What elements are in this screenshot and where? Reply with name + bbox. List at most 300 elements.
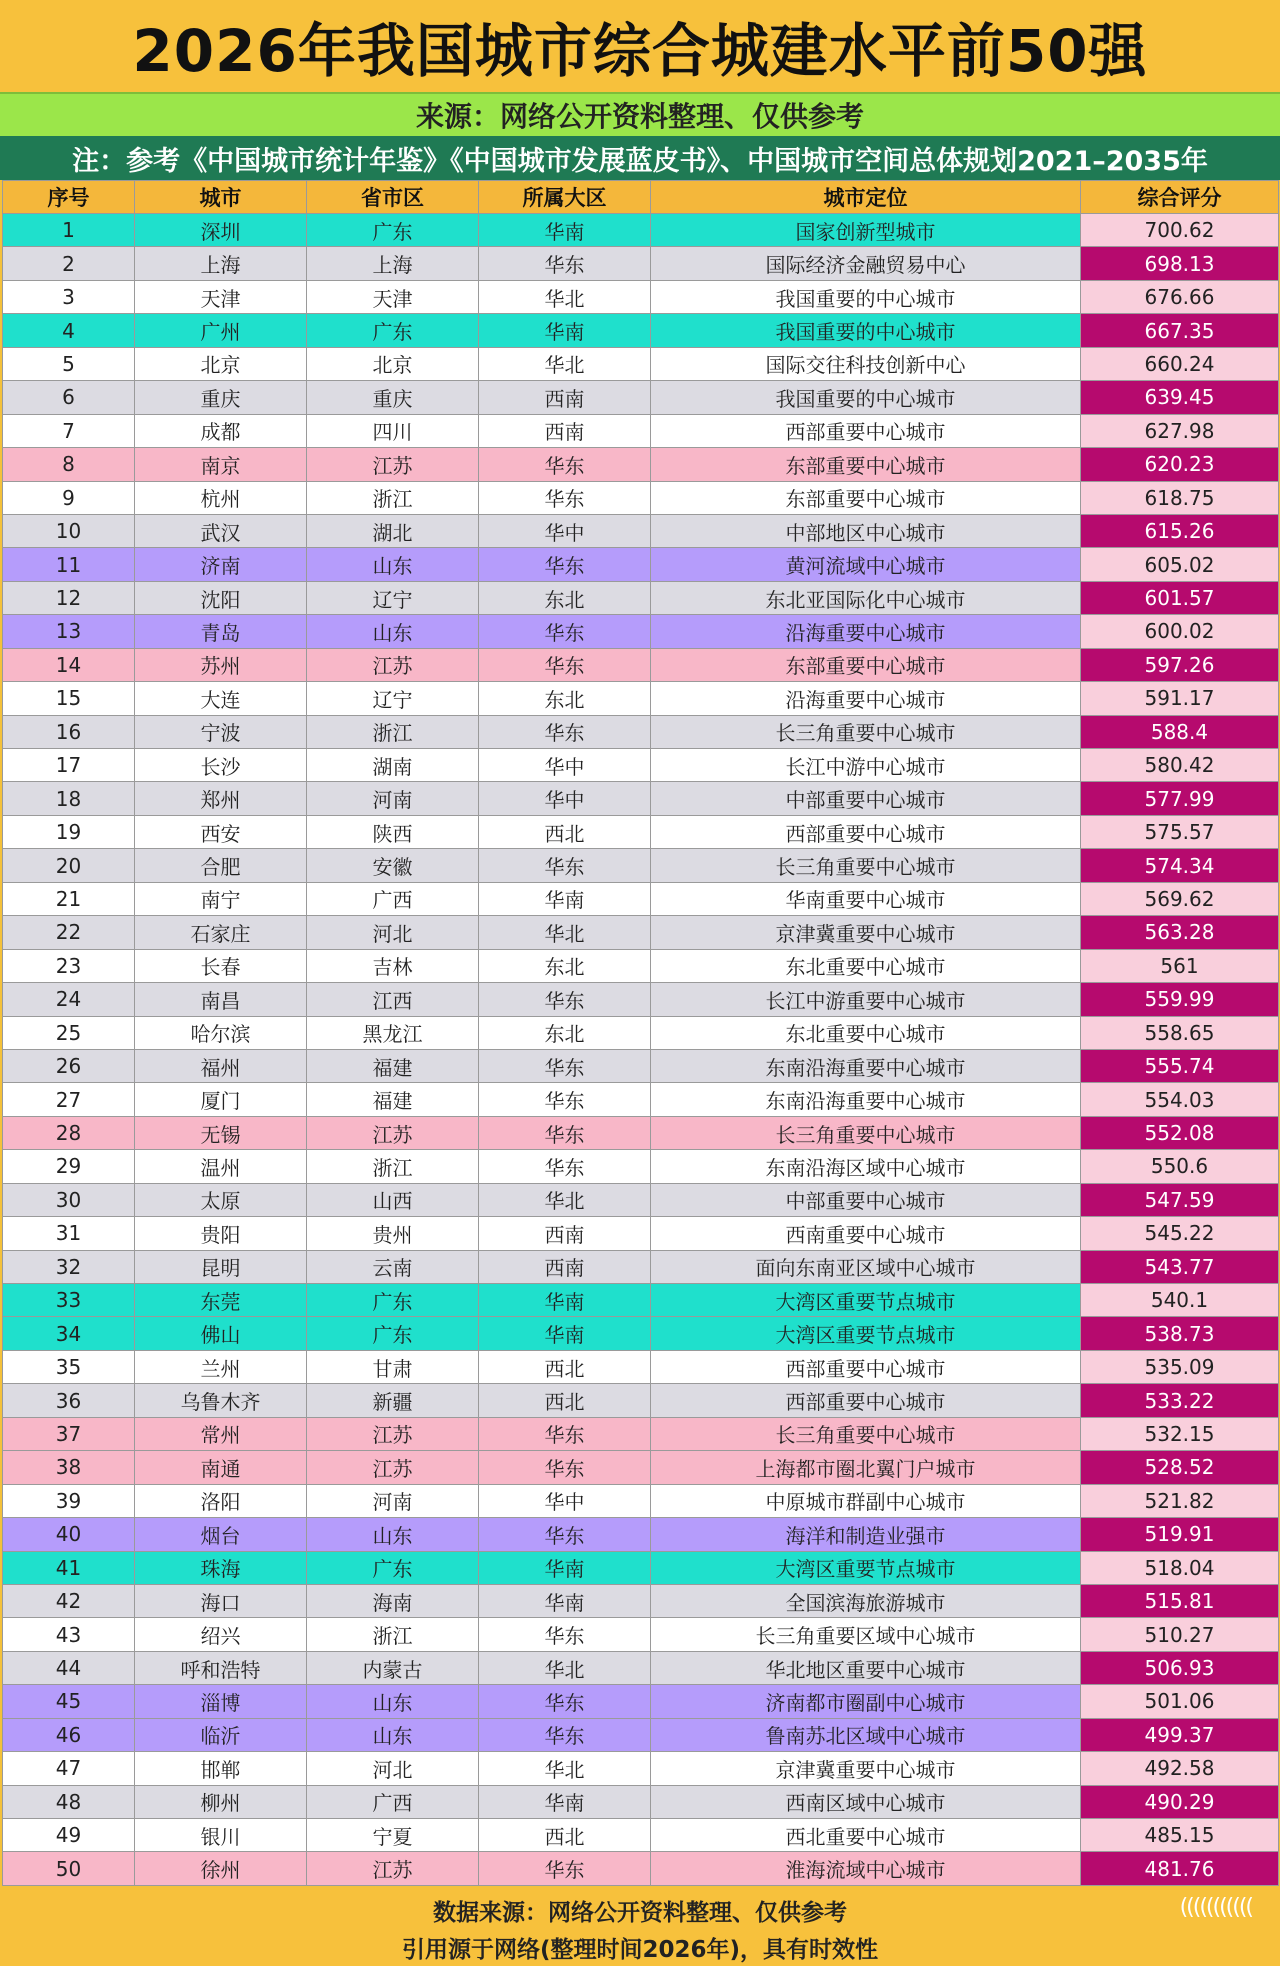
city-cell: 广州 — [135, 314, 307, 347]
province-cell: 浙江 — [307, 1150, 479, 1183]
city-cell: 银川 — [135, 1819, 307, 1852]
rank-cell: 21 — [3, 882, 135, 915]
score-cell: 605.02 — [1081, 548, 1279, 581]
province-cell: 江苏 — [307, 1451, 479, 1484]
position-cell: 济南都市圈副中心城市 — [651, 1685, 1081, 1718]
region-cell: 华东 — [479, 1718, 651, 1751]
header-province: 省市区 — [307, 181, 479, 214]
position-cell: 西部重要中心城市 — [651, 1350, 1081, 1383]
score-cell: 561 — [1081, 949, 1279, 982]
region-cell: 华东 — [479, 448, 651, 481]
city-cell: 南宁 — [135, 882, 307, 915]
city-cell: 邯郸 — [135, 1752, 307, 1785]
table-row — [3, 949, 1279, 982]
city-cell: 烟台 — [135, 1518, 307, 1551]
score-cell: 518.04 — [1081, 1551, 1279, 1584]
city-cell: 南昌 — [135, 983, 307, 1016]
table-row — [3, 1584, 1279, 1617]
rank-cell: 44 — [3, 1651, 135, 1684]
city-cell: 东莞 — [135, 1284, 307, 1317]
table-row — [3, 1618, 1279, 1651]
table-row — [3, 347, 1279, 380]
province-cell: 甘肃 — [307, 1350, 479, 1383]
rank-cell: 16 — [3, 715, 135, 748]
rank-cell: 45 — [3, 1685, 135, 1718]
score-cell: 555.74 — [1081, 1049, 1279, 1082]
score-cell: 676.66 — [1081, 280, 1279, 313]
rank-cell: 14 — [3, 648, 135, 681]
province-cell: 辽宁 — [307, 581, 479, 614]
rank-cell: 39 — [3, 1484, 135, 1517]
rank-cell: 18 — [3, 782, 135, 815]
region-cell: 华南 — [479, 882, 651, 915]
rank-cell: 49 — [3, 1819, 135, 1852]
region-cell: 华东 — [479, 715, 651, 748]
table-row — [3, 648, 1279, 681]
region-cell: 华东 — [479, 1150, 651, 1183]
score-cell: 515.81 — [1081, 1584, 1279, 1617]
region-cell: 华北 — [479, 916, 651, 949]
region-cell: 华北 — [479, 1752, 651, 1785]
position-cell: 海洋和制造业强市 — [651, 1518, 1081, 1551]
score-cell: 501.06 — [1081, 1685, 1279, 1718]
rank-cell: 1 — [3, 214, 135, 247]
province-cell: 江西 — [307, 983, 479, 1016]
region-cell: 华东 — [479, 849, 651, 882]
region-cell: 华中 — [479, 1484, 651, 1517]
region-cell: 西南 — [479, 1250, 651, 1283]
region-cell: 东北 — [479, 1016, 651, 1049]
score-cell: 521.82 — [1081, 1484, 1279, 1517]
region-cell: 华东 — [479, 1852, 651, 1885]
city-cell: 洛阳 — [135, 1484, 307, 1517]
rank-cell: 40 — [3, 1518, 135, 1551]
table-row — [3, 1049, 1279, 1082]
position-cell: 东南沿海重要中心城市 — [651, 1083, 1081, 1116]
table-row — [3, 849, 1279, 882]
region-cell: 西南 — [479, 414, 651, 447]
rank-cell: 30 — [3, 1183, 135, 1216]
region-cell: 西南 — [479, 381, 651, 414]
score-cell: 510.27 — [1081, 1618, 1279, 1651]
province-cell: 江苏 — [307, 1116, 479, 1149]
score-cell: 492.58 — [1081, 1752, 1279, 1785]
table-row — [3, 1785, 1279, 1818]
table-row — [3, 782, 1279, 815]
position-cell: 沿海重要中心城市 — [651, 615, 1081, 648]
position-cell: 东部重要中心城市 — [651, 648, 1081, 681]
table-row — [3, 749, 1279, 782]
region-cell: 华南 — [479, 214, 651, 247]
table-row — [3, 1685, 1279, 1718]
position-cell: 京津冀重要中心城市 — [651, 916, 1081, 949]
table-row — [3, 514, 1279, 547]
province-cell: 新疆 — [307, 1384, 479, 1417]
table-row — [3, 1217, 1279, 1250]
city-cell: 佛山 — [135, 1317, 307, 1350]
province-cell: 江苏 — [307, 1852, 479, 1885]
header-position: 城市定位 — [651, 181, 1081, 214]
province-cell: 山东 — [307, 1718, 479, 1751]
score-cell: 490.29 — [1081, 1785, 1279, 1818]
position-cell: 华北地区重要中心城市 — [651, 1651, 1081, 1684]
table-row — [3, 481, 1279, 514]
position-cell: 东部重要中心城市 — [651, 448, 1081, 481]
rank-cell: 3 — [3, 280, 135, 313]
position-cell: 长三角重要中心城市 — [651, 1116, 1081, 1149]
province-cell: 河南 — [307, 782, 479, 815]
city-cell: 临沂 — [135, 1718, 307, 1751]
rank-cell: 11 — [3, 548, 135, 581]
table-row — [3, 682, 1279, 715]
position-cell: 长三角重要中心城市 — [651, 1417, 1081, 1450]
position-cell: 长三角重要区域中心城市 — [651, 1618, 1081, 1651]
region-cell: 华北 — [479, 1651, 651, 1684]
city-cell: 太原 — [135, 1183, 307, 1216]
province-cell: 吉林 — [307, 949, 479, 982]
position-cell: 中部地区中心城市 — [651, 514, 1081, 547]
score-cell: 550.6 — [1081, 1150, 1279, 1183]
position-cell: 国际经济金融贸易中心 — [651, 247, 1081, 280]
city-cell: 大连 — [135, 682, 307, 715]
city-cell: 成都 — [135, 414, 307, 447]
table-row — [3, 1250, 1279, 1283]
table-row — [3, 414, 1279, 447]
score-cell: 591.17 — [1081, 682, 1279, 715]
province-cell: 广西 — [307, 1785, 479, 1818]
region-cell: 华东 — [479, 1083, 651, 1116]
position-cell: 长江中游中心城市 — [651, 749, 1081, 782]
rank-cell: 10 — [3, 514, 135, 547]
province-cell: 江苏 — [307, 448, 479, 481]
province-cell: 江苏 — [307, 648, 479, 681]
position-cell: 华南重要中心城市 — [651, 882, 1081, 915]
region-cell: 华东 — [479, 247, 651, 280]
province-cell: 天津 — [307, 280, 479, 313]
table-row — [3, 1518, 1279, 1551]
score-cell: 639.45 — [1081, 381, 1279, 414]
city-cell: 长春 — [135, 949, 307, 982]
region-cell: 东北 — [479, 581, 651, 614]
table-row — [3, 314, 1279, 347]
score-cell: 506.93 — [1081, 1651, 1279, 1684]
table-row — [3, 916, 1279, 949]
score-cell: 615.26 — [1081, 514, 1279, 547]
header-city: 城市 — [135, 181, 307, 214]
city-cell: 南通 — [135, 1451, 307, 1484]
table-row — [3, 581, 1279, 614]
rank-cell: 20 — [3, 849, 135, 882]
province-cell: 海南 — [307, 1584, 479, 1617]
city-cell: 哈尔滨 — [135, 1016, 307, 1049]
region-cell: 华南 — [479, 1551, 651, 1584]
province-cell: 黑龙江 — [307, 1016, 479, 1049]
table-row — [3, 1150, 1279, 1183]
score-cell: 618.75 — [1081, 481, 1279, 514]
province-cell: 山西 — [307, 1183, 479, 1216]
rank-cell: 19 — [3, 815, 135, 848]
note-banner: 注：参考《中国城市统计年鉴》《中国城市发展蓝皮书》、中国城市空间总体规划2021–2035年 — [0, 136, 1280, 180]
province-cell: 贵州 — [307, 1217, 479, 1250]
province-cell: 安徽 — [307, 849, 479, 882]
region-cell: 华东 — [479, 983, 651, 1016]
rank-cell: 43 — [3, 1618, 135, 1651]
city-cell: 厦门 — [135, 1083, 307, 1116]
province-cell: 江苏 — [307, 1417, 479, 1450]
region-cell: 东北 — [479, 949, 651, 982]
position-cell: 大湾区重要节点城市 — [651, 1551, 1081, 1584]
region-cell: 西北 — [479, 1384, 651, 1417]
region-cell: 华东 — [479, 1685, 651, 1718]
score-cell: 519.91 — [1081, 1518, 1279, 1551]
table-row — [3, 882, 1279, 915]
rank-cell: 6 — [3, 381, 135, 414]
footer-citation: 引用源于网络(整理时间2026年)，具有时效性 — [401, 1937, 879, 1963]
city-cell: 淄博 — [135, 1685, 307, 1718]
table-row — [3, 1317, 1279, 1350]
score-cell: 543.77 — [1081, 1250, 1279, 1283]
position-cell: 东北亚国际化中心城市 — [651, 581, 1081, 614]
region-cell: 华东 — [479, 481, 651, 514]
region-cell: 华南 — [479, 1584, 651, 1617]
table-row — [3, 1718, 1279, 1751]
city-cell: 沈阳 — [135, 581, 307, 614]
rank-cell: 38 — [3, 1451, 135, 1484]
header-region: 所属大区 — [479, 181, 651, 214]
page-title: 2026年我国城市综合城建水平前50强 — [0, 0, 1280, 92]
score-cell: 485.15 — [1081, 1819, 1279, 1852]
city-cell: 石家庄 — [135, 916, 307, 949]
table-row — [3, 1384, 1279, 1417]
position-cell: 西北重要中心城市 — [651, 1819, 1081, 1852]
city-cell: 珠海 — [135, 1551, 307, 1584]
province-cell: 上海 — [307, 247, 479, 280]
footer-source: 数据来源：网络公开资料整理、仅供参考 — [433, 1900, 847, 1926]
position-cell: 国家创新型城市 — [651, 214, 1081, 247]
city-cell: 福州 — [135, 1049, 307, 1082]
position-cell: 东北重要中心城市 — [651, 1016, 1081, 1049]
region-cell: 华中 — [479, 782, 651, 815]
score-cell: 627.98 — [1081, 414, 1279, 447]
table-row — [3, 1852, 1279, 1885]
rank-cell: 25 — [3, 1016, 135, 1049]
city-cell: 贵阳 — [135, 1217, 307, 1250]
position-cell: 西南区域中心城市 — [651, 1785, 1081, 1818]
header-no: 序号 — [3, 181, 135, 214]
province-cell: 山东 — [307, 1518, 479, 1551]
city-cell: 西安 — [135, 815, 307, 848]
rank-cell: 47 — [3, 1752, 135, 1785]
province-cell: 湖南 — [307, 749, 479, 782]
footer — [0, 1890, 1280, 1966]
table-row — [3, 381, 1279, 414]
score-cell: 547.59 — [1081, 1183, 1279, 1216]
city-cell: 合肥 — [135, 849, 307, 882]
rank-cell: 50 — [3, 1852, 135, 1885]
table-row — [3, 448, 1279, 481]
province-cell: 河北 — [307, 916, 479, 949]
table-row — [3, 715, 1279, 748]
region-cell: 华东 — [479, 648, 651, 681]
province-cell: 山东 — [307, 548, 479, 581]
region-cell: 华中 — [479, 514, 651, 547]
rank-cell: 33 — [3, 1284, 135, 1317]
region-cell: 华南 — [479, 1284, 651, 1317]
province-cell: 广东 — [307, 314, 479, 347]
rank-cell: 15 — [3, 682, 135, 715]
province-cell: 辽宁 — [307, 682, 479, 715]
rank-cell: 26 — [3, 1049, 135, 1082]
table-row — [3, 983, 1279, 1016]
rank-cell: 41 — [3, 1551, 135, 1584]
province-cell: 陕西 — [307, 815, 479, 848]
region-cell: 华东 — [479, 1417, 651, 1450]
score-cell: 559.99 — [1081, 983, 1279, 1016]
score-cell: 660.24 — [1081, 347, 1279, 380]
region-cell: 华中 — [479, 749, 651, 782]
province-cell: 浙江 — [307, 1618, 479, 1651]
city-cell: 绍兴 — [135, 1618, 307, 1651]
score-cell: 540.1 — [1081, 1284, 1279, 1317]
city-cell: 南京 — [135, 448, 307, 481]
city-cell: 苏州 — [135, 648, 307, 681]
table-row — [3, 1752, 1279, 1785]
score-cell: 698.13 — [1081, 247, 1279, 280]
city-cell: 青岛 — [135, 615, 307, 648]
table-header-row — [3, 181, 1279, 214]
city-cell: 北京 — [135, 347, 307, 380]
position-cell: 面向东南亚区域中心城市 — [651, 1250, 1081, 1283]
table-row — [3, 1083, 1279, 1116]
city-cell: 武汉 — [135, 514, 307, 547]
score-cell: 577.99 — [1081, 782, 1279, 815]
city-cell: 杭州 — [135, 481, 307, 514]
table-row — [3, 214, 1279, 247]
score-cell: 597.26 — [1081, 648, 1279, 681]
rank-cell: 8 — [3, 448, 135, 481]
table-row — [3, 1016, 1279, 1049]
rank-cell: 32 — [3, 1250, 135, 1283]
province-cell: 北京 — [307, 347, 479, 380]
region-cell: 华东 — [479, 1049, 651, 1082]
table-row — [3, 1819, 1279, 1852]
table-body — [3, 214, 1279, 1886]
city-cell: 重庆 — [135, 381, 307, 414]
rank-cell: 31 — [3, 1217, 135, 1250]
table-row — [3, 1183, 1279, 1216]
position-cell: 淮海流域中心城市 — [651, 1852, 1081, 1885]
position-cell: 长三角重要中心城市 — [651, 849, 1081, 882]
position-cell: 上海都市圈北翼门户城市 — [651, 1451, 1081, 1484]
province-cell: 重庆 — [307, 381, 479, 414]
score-cell: 499.37 — [1081, 1718, 1279, 1751]
source-banner: 来源：网络公开资料整理、仅供参考 — [0, 92, 1280, 136]
score-cell: 569.62 — [1081, 882, 1279, 915]
province-cell: 山东 — [307, 615, 479, 648]
region-cell: 华北 — [479, 1183, 651, 1216]
city-cell: 天津 — [135, 280, 307, 313]
position-cell: 西部重要中心城市 — [651, 414, 1081, 447]
region-cell: 华东 — [479, 1451, 651, 1484]
city-cell: 长沙 — [135, 749, 307, 782]
score-cell: 538.73 — [1081, 1317, 1279, 1350]
region-cell: 西南 — [479, 1217, 651, 1250]
position-cell: 大湾区重要节点城市 — [651, 1284, 1081, 1317]
position-cell: 东北重要中心城市 — [651, 949, 1081, 982]
table-row — [3, 1284, 1279, 1317]
rank-cell: 48 — [3, 1785, 135, 1818]
rank-cell: 29 — [3, 1150, 135, 1183]
city-cell: 深圳 — [135, 214, 307, 247]
score-cell: 580.42 — [1081, 749, 1279, 782]
rank-cell: 5 — [3, 347, 135, 380]
position-cell: 国际交往科技创新中心 — [651, 347, 1081, 380]
city-cell: 徐州 — [135, 1852, 307, 1885]
table-row — [3, 247, 1279, 280]
province-cell: 浙江 — [307, 715, 479, 748]
score-cell: 545.22 — [1081, 1217, 1279, 1250]
position-cell: 我国重要的中心城市 — [651, 314, 1081, 347]
rank-cell: 37 — [3, 1417, 135, 1450]
ranking-table — [2, 180, 1279, 1886]
position-cell: 黄河流域中心城市 — [651, 548, 1081, 581]
region-cell: 西北 — [479, 815, 651, 848]
position-cell: 中原城市群副中心城市 — [651, 1484, 1081, 1517]
table-row — [3, 1417, 1279, 1450]
table-row — [3, 615, 1279, 648]
table-row — [3, 1116, 1279, 1149]
city-cell: 郑州 — [135, 782, 307, 815]
rank-cell: 23 — [3, 949, 135, 982]
rank-cell: 34 — [3, 1317, 135, 1350]
province-cell: 山东 — [307, 1685, 479, 1718]
header-score: 综合评分 — [1081, 181, 1279, 214]
score-cell: 532.15 — [1081, 1417, 1279, 1450]
city-cell: 温州 — [135, 1150, 307, 1183]
city-cell: 兰州 — [135, 1350, 307, 1383]
province-cell: 河南 — [307, 1484, 479, 1517]
table-row — [3, 280, 1279, 313]
region-cell: 华东 — [479, 615, 651, 648]
city-cell: 济南 — [135, 548, 307, 581]
score-cell: 620.23 — [1081, 448, 1279, 481]
score-cell: 700.62 — [1081, 214, 1279, 247]
position-cell: 全国滨海旅游城市 — [651, 1584, 1081, 1617]
rank-cell: 13 — [3, 615, 135, 648]
position-cell: 西部重要中心城市 — [651, 815, 1081, 848]
rank-cell: 46 — [3, 1718, 135, 1751]
score-cell: 528.52 — [1081, 1451, 1279, 1484]
city-cell: 昆明 — [135, 1250, 307, 1283]
province-cell: 浙江 — [307, 481, 479, 514]
city-cell: 海口 — [135, 1584, 307, 1617]
city-cell: 无锡 — [135, 1116, 307, 1149]
city-cell: 上海 — [135, 247, 307, 280]
rank-cell: 17 — [3, 749, 135, 782]
score-cell: 574.34 — [1081, 849, 1279, 882]
position-cell: 长江中游重要中心城市 — [651, 983, 1081, 1016]
table-row — [3, 1484, 1279, 1517]
position-cell: 京津冀重要中心城市 — [651, 1752, 1081, 1785]
region-cell: 华南 — [479, 314, 651, 347]
rank-cell: 22 — [3, 916, 135, 949]
position-cell: 长三角重要中心城市 — [651, 715, 1081, 748]
position-cell: 大湾区重要节点城市 — [651, 1317, 1081, 1350]
score-cell: 575.57 — [1081, 815, 1279, 848]
province-cell: 广东 — [307, 1317, 479, 1350]
position-cell: 鲁南苏北区域中心城市 — [651, 1718, 1081, 1751]
score-cell: 563.28 — [1081, 916, 1279, 949]
